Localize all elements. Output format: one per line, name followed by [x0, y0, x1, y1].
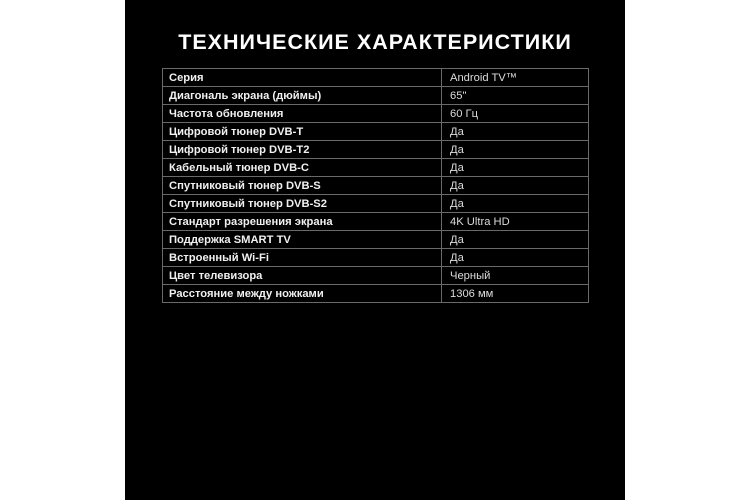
spec-label: Диагональ экрана (дюймы): [163, 87, 442, 105]
spec-value: Да: [442, 141, 589, 159]
spec-label: Цифровой тюнер DVB-T2: [163, 141, 442, 159]
spec-label: Частота обновления: [163, 105, 442, 123]
table-row: [163, 159, 589, 177]
spec-table: [162, 68, 589, 303]
spec-label: Серия: [163, 69, 442, 87]
spec-value: Да: [442, 159, 589, 177]
table-row: [163, 231, 589, 249]
spec-value: Да: [442, 177, 589, 195]
table-row: [163, 177, 589, 195]
spec-value: Да: [442, 123, 589, 141]
spec-label: Цвет телевизора: [163, 267, 442, 285]
spec-label: Поддержка SMART TV: [163, 231, 442, 249]
table-row: [163, 69, 589, 87]
table-row: [163, 195, 589, 213]
table-row: [163, 123, 589, 141]
table-row: [163, 249, 589, 267]
spec-label: Спутниковый тюнер DVB-S: [163, 177, 442, 195]
spec-value: Да: [442, 195, 589, 213]
spec-label: Встроенный Wi-Fi: [163, 249, 442, 267]
spec-label: Спутниковый тюнер DVB-S2: [163, 195, 442, 213]
spec-panel: [125, 0, 625, 500]
page-title: ТЕХНИЧЕСКИЕ ХАРАКТЕРИСТИКИ: [178, 30, 572, 54]
table-row: [163, 285, 589, 303]
spec-label: Расстояние между ножками: [163, 285, 442, 303]
spec-label: Стандарт разрешения экрана: [163, 213, 442, 231]
spec-value: 65": [442, 87, 589, 105]
spec-value: 1306 мм: [442, 285, 589, 303]
spec-value: Android TV™: [442, 69, 589, 87]
spec-label: Кабельный тюнер DVB-C: [163, 159, 442, 177]
spec-value: 4K Ultra HD: [442, 213, 589, 231]
spec-label: Цифровой тюнер DVB-T: [163, 123, 442, 141]
spec-value: Черный: [442, 267, 589, 285]
spec-value: 60 Гц: [442, 105, 589, 123]
table-row: [163, 267, 589, 285]
table-row: [163, 105, 589, 123]
table-row: [163, 87, 589, 105]
table-row: [163, 213, 589, 231]
table-row: [163, 141, 589, 159]
spec-value: Да: [442, 231, 589, 249]
spec-value: Да: [442, 249, 589, 267]
